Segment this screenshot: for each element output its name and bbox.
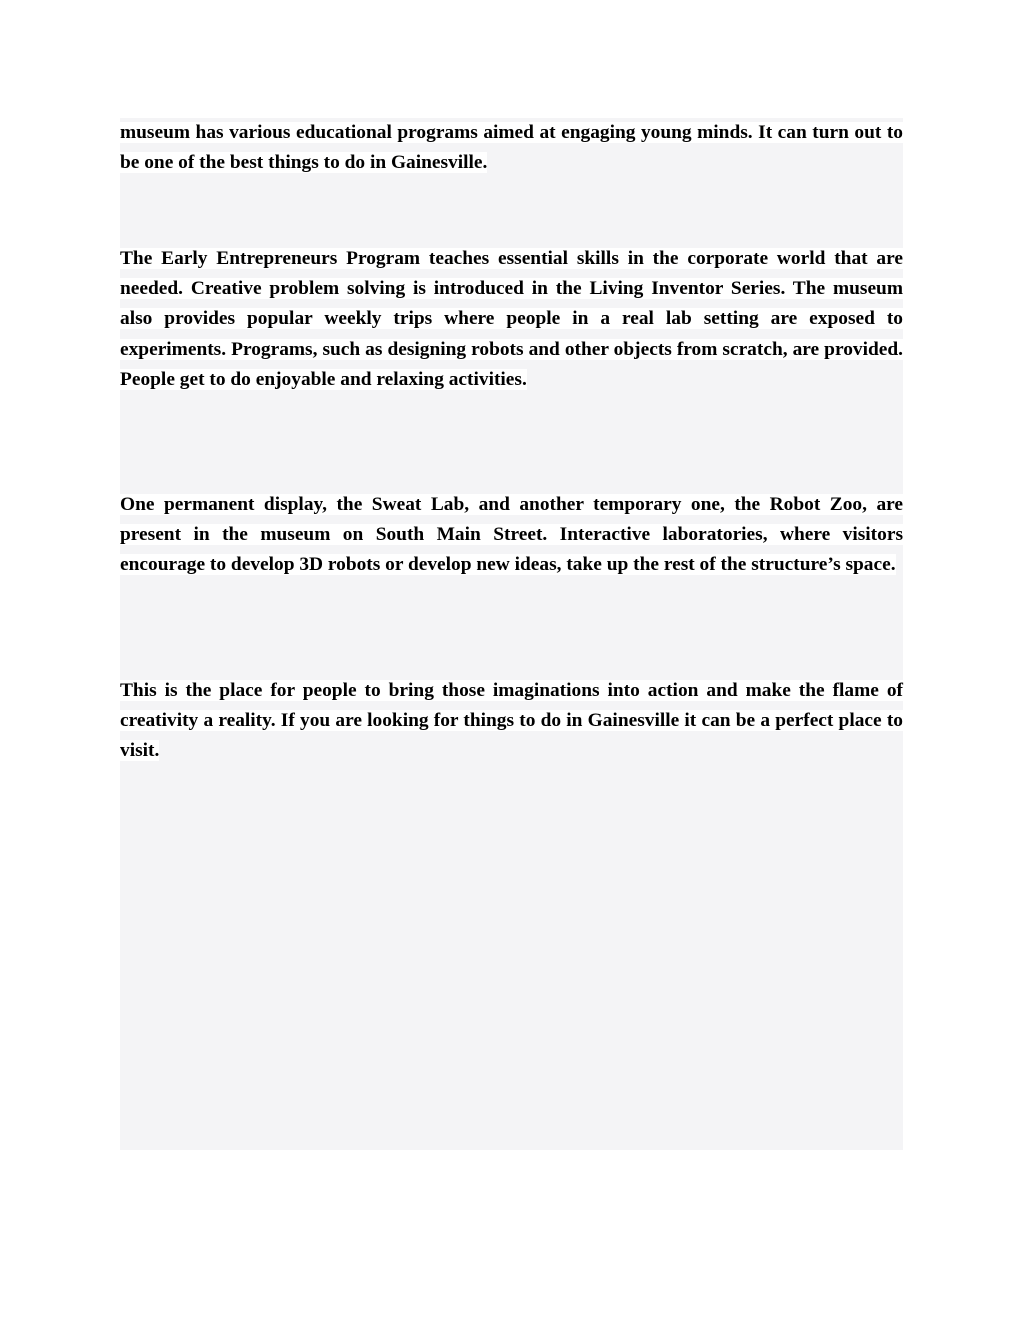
- paragraph-4: [120, 676, 903, 767]
- paragraph-2: [120, 244, 903, 395]
- paragraph-2-text: The Early Entrepreneurs Program teaches essential skills in the corporate world that are needed. Creative problem solving is introduced in the Living Inventor Series. The museum also provides popular weekly trips where people in a real lab setting are exposed to experiments. Programs, such as designing robots and other objects from scratch, are provided. People get to do enjoyable and relaxing activities.: [120, 248, 903, 390]
- paragraph-3: [120, 490, 903, 581]
- paragraph-1-text: museum has various educational programs aimed at engaging young minds. It can turn out to be one of the best things to do in Gainesville.: [120, 122, 903, 174]
- document-content: [120, 118, 903, 1150]
- paragraph-4-text: This is the place for people to bring those imaginations into action and make the flame of creativity a reality. If you are looking for things to do in Gainesville it can be a perfect place to visit.: [120, 680, 903, 762]
- paragraph-3-text: One permanent display, the Sweat Lab, and another temporary one, the Robot Zoo, are present in the museum on South Main Street. Interactive laboratories, where visitors encourage to develop 3D robots or develop new ideas, take up the rest of the structure’s space.: [120, 494, 903, 576]
- paragraph-1: [120, 118, 903, 178]
